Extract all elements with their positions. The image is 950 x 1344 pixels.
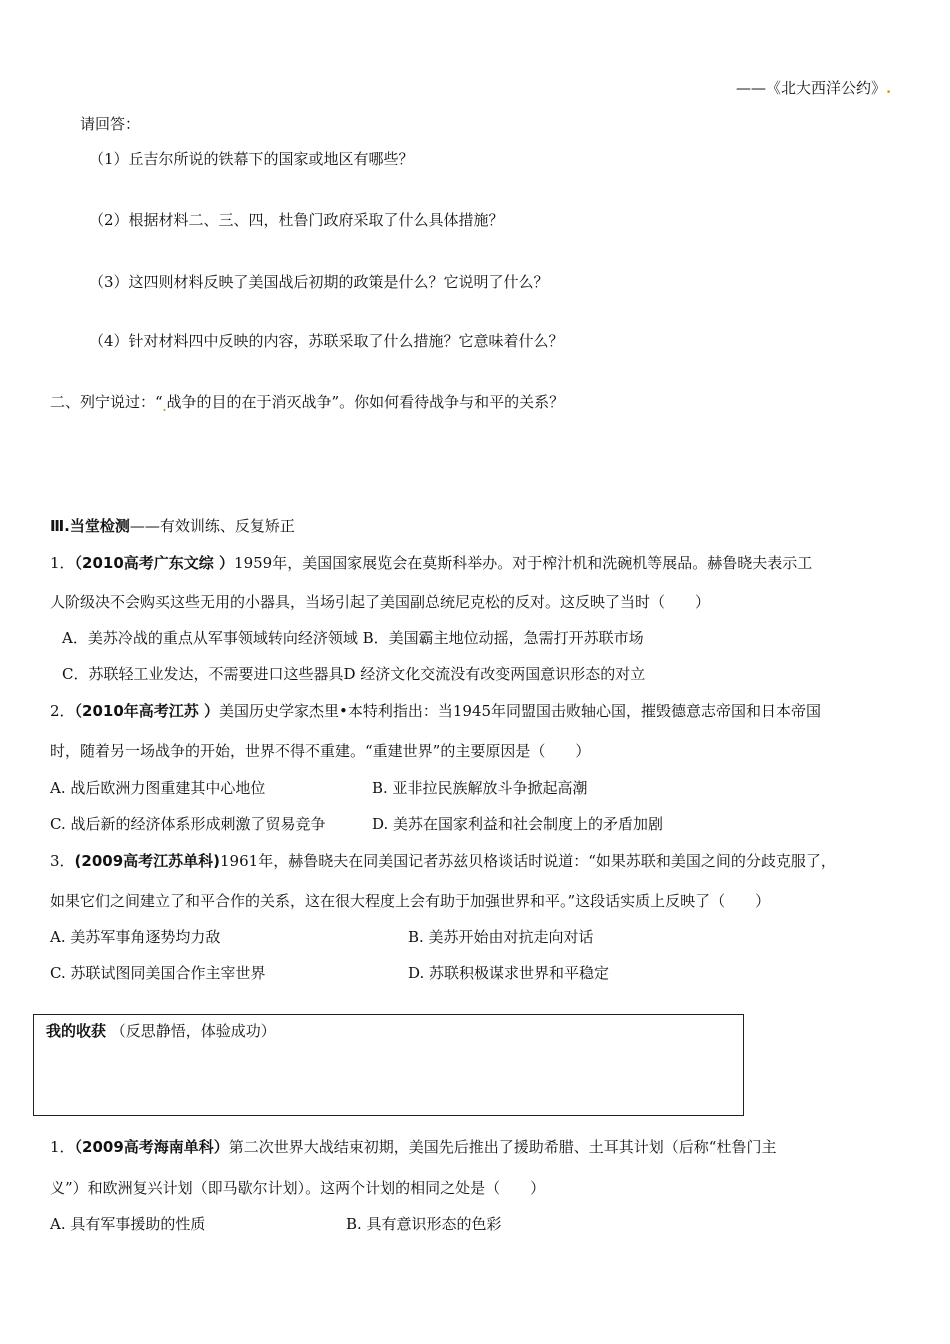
q2-line-1 xyxy=(50,701,821,721)
section-title: Ⅲ.当堂检测 xyxy=(50,517,130,535)
q3-option-c: C. 苏联试图同美国合作主宰世界 xyxy=(50,964,266,982)
q4-text-1: 第二次世界大战结束初期，美国先后推出了援助希腊、土耳其计划（后称“杜鲁门主 xyxy=(228,1138,777,1156)
q3-source: (2009高考江苏单科) xyxy=(74,852,221,870)
q1-options-ab: A．美苏冷战的重点从军事领域转向经济领域 B．美国霸主地位动摇，急需打开苏联市场 xyxy=(62,629,644,647)
q2-line-2: 时，随着另一场战争的开始，世界不得不重建。“重建世界”的主要原因是（ ） xyxy=(50,742,591,760)
lenin-question xyxy=(50,392,564,414)
source-citation xyxy=(736,78,891,98)
q1-source: （2010高考广东文综 ） xyxy=(74,554,235,572)
q2-source: （2010年高考江苏 ） xyxy=(74,702,220,720)
q1-line-2: 人阶级决不会购买这些无用的小器具，当场引起了美国副总统尼克松的反对。这反映了当时（ ） xyxy=(50,593,711,611)
lenin-question-dot: . xyxy=(162,401,167,414)
q3-line-1 xyxy=(50,851,836,871)
source-citation-text: ——《北大西洋公约》 xyxy=(736,79,887,97)
source-citation-dot: . xyxy=(886,79,892,97)
question-2: （2）根据材料二、三、四，杜鲁门政府采取了什么具体措施？ xyxy=(89,211,504,229)
q4-option-a: A. 具有军事援助的性质 xyxy=(50,1215,206,1233)
q3-line-2: 如果它们之间建立了和平合作的关系，这在很大程度上会有助于加强世界和平。”这段话实质上反映了（ ） xyxy=(50,892,771,910)
lenin-question-start: 二、列宁说过：“ xyxy=(50,393,163,411)
q1-options-cd: C．苏联轻工业发达，不需要进口这些器具D 经济文化交流没有改变两国意识形态的对立 xyxy=(62,665,646,683)
q4-source: （2009高考海南单科） xyxy=(74,1138,229,1156)
question-3: （3）这四则材料反映了美国战后初期的政策是什么？它说明了什么？ xyxy=(89,273,549,291)
q2-number: 2． xyxy=(50,702,75,720)
harvest-subtitle: （反思静悟，体验成功） xyxy=(106,1022,276,1040)
q3-text-1: 1961年，赫鲁晓夫在同美国记者苏兹贝格谈话时说道：“如果苏联和美国之间的分歧克服了， xyxy=(220,852,836,870)
q2-option-d: D. 美苏在国家利益和社会制度上的矛盾加剧 xyxy=(372,815,664,833)
q4-option-b: B. 具有意识形态的色彩 xyxy=(346,1215,502,1233)
q2-option-a: A. 战后欧洲力图重建其中心地位 xyxy=(50,779,266,797)
q2-text-1: 美国历史学家杰里•本特利指出：当1945年同盟国击败轴心国，摧毁德意志帝国和日本帝国 xyxy=(219,702,822,720)
lenin-question-end: 战争的目的在于消灭战争”。你如何看待战争与和平的关系？ xyxy=(166,393,565,411)
q1-text-1: 1959年，美国国家展览会在莫斯科举办。对于榨汁机和洗碗机等展品。赫鲁晓夫表示工 xyxy=(234,554,813,572)
answer-prompt: 请回答： xyxy=(80,115,141,133)
q1-number: 1． xyxy=(50,554,75,572)
q4-number: 1． xyxy=(50,1138,75,1156)
q3-number: 3． xyxy=(50,852,75,870)
harvest-heading xyxy=(46,1021,276,1041)
q3-option-a: A. 美苏军事角逐势均力敌 xyxy=(50,928,221,946)
q3-option-b: B. 美苏开始由对抗走向对话 xyxy=(408,928,594,946)
q4-line-1 xyxy=(50,1137,776,1157)
harvest-title: 我的收获 xyxy=(46,1022,107,1040)
harvest-box xyxy=(33,1014,744,1116)
section-heading xyxy=(50,516,295,536)
q1-line-1 xyxy=(50,553,812,573)
q2-option-b: B. 亚非拉民族解放斗争掀起高潮 xyxy=(372,779,588,797)
question-1: （1）丘吉尔所说的铁幕下的国家或地区有哪些？ xyxy=(89,150,414,168)
section-subtitle: ——有效训练、反复矫正 xyxy=(129,517,295,535)
q2-option-c: C. 战后新的经济体系形成刺激了贸易竞争 xyxy=(50,815,326,833)
q4-line-2: 义”）和欧洲复兴计划（即马歇尔计划）。这两个计划的相同之处是（ ） xyxy=(50,1179,546,1197)
question-4: （4）针对材料四中反映的内容，苏联采取了什么措施？它意味着什么？ xyxy=(89,332,564,350)
q3-option-d: D. 苏联积极谋求世界和平稳定 xyxy=(408,964,610,982)
